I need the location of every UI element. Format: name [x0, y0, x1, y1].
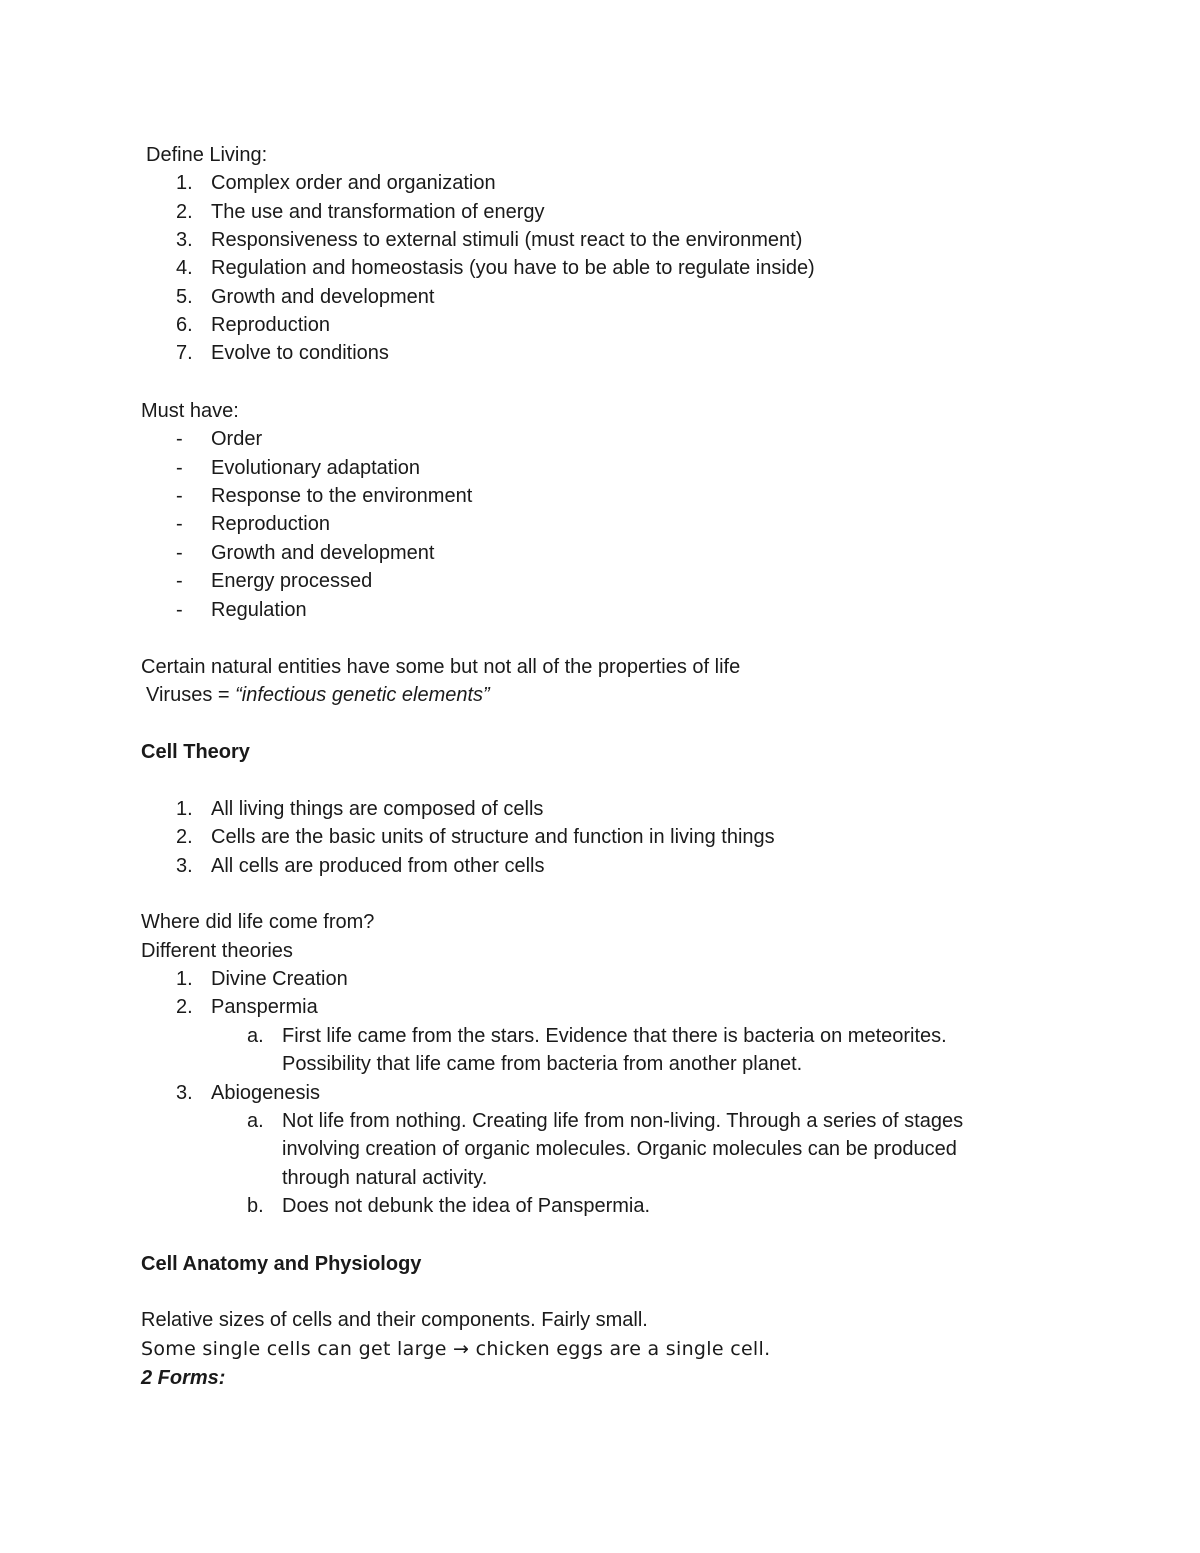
anatomy-text: Some single cells can get large → chicken eggs are a single cell.: [141, 1338, 771, 1360]
list-item: Evolve to conditions: [211, 342, 389, 364]
list-item: Cells are the basic units of structure and function in living things: [211, 826, 775, 848]
bullet-marker: -: [176, 599, 183, 621]
sublist-marker: b.: [247, 1195, 264, 1217]
origin-subtitle: Different theories: [141, 940, 293, 962]
list-item: The use and transformation of energy: [211, 201, 545, 223]
list-item: All cells are produced from other cells: [211, 855, 545, 877]
viruses-line: [146, 681, 490, 709]
list-item: Complex order and organization: [211, 172, 496, 194]
list-item: Divine Creation: [211, 968, 348, 990]
forms-label: 2 Forms:: [141, 1367, 226, 1389]
anatomy-text: Relative sizes of cells and their components. Fairly small.: [141, 1309, 648, 1331]
viruses-definition: “infectious genetic elements”: [235, 684, 490, 706]
list-item: Abiogenesis: [211, 1082, 320, 1104]
bullet-marker: -: [176, 428, 183, 450]
list-item: Responsiveness to external stimuli (must react to the environment): [211, 229, 803, 251]
entities-text: Certain natural entities have some but not all of the properties of life: [141, 656, 741, 678]
sublist-marker: a.: [247, 1025, 264, 1047]
bullet-marker: -: [176, 485, 183, 507]
sublist-item: Does not debunk the idea of Panspermia.: [282, 1195, 651, 1217]
list-marker: 6.: [176, 314, 193, 336]
bullet-marker: -: [176, 457, 183, 479]
bullet-marker: -: [176, 542, 183, 564]
list-item: Regulation: [211, 599, 307, 621]
list-item: Growth and development: [211, 542, 435, 564]
bullet-marker: -: [176, 513, 183, 535]
list-item: Reproduction: [211, 314, 330, 336]
list-marker: 3.: [176, 1082, 193, 1104]
sublist-marker: a.: [247, 1110, 264, 1132]
origin-question: Where did life come from?: [141, 911, 375, 933]
list-item: Evolutionary adaptation: [211, 457, 421, 479]
list-marker: 2.: [176, 996, 193, 1018]
define-living-label: Define Living:: [146, 144, 268, 166]
sublist-item: Not life from nothing. Creating life from non-living. Through a series of stages: [282, 1110, 964, 1132]
sublist-item: First life came from the stars. Evidence that there is bacteria on meteorites.: [282, 1025, 947, 1047]
list-marker: 3.: [176, 229, 193, 251]
sublist-item-continued: through natural activity.: [282, 1167, 488, 1189]
list-item: All living things are composed of cells: [211, 798, 544, 820]
list-marker: 4.: [176, 257, 193, 279]
sublist-item-continued: involving creation of organic molecules. Organic molecules can be produced: [282, 1138, 957, 1160]
must-have-label: Must have:: [141, 400, 239, 422]
cell-theory-heading: Cell Theory: [141, 741, 250, 763]
list-item: Panspermia: [211, 996, 318, 1018]
cell-anatomy-heading: Cell Anatomy and Physiology: [141, 1253, 422, 1275]
list-marker: 3.: [176, 855, 193, 877]
list-marker: 2.: [176, 826, 193, 848]
sublist-item-continued: Possibility that life came from bacteria from another planet.: [282, 1053, 803, 1075]
list-marker: 1.: [176, 798, 193, 820]
list-marker: 1.: [176, 968, 193, 990]
list-item: Growth and development: [211, 286, 435, 308]
list-item: Energy processed: [211, 570, 373, 592]
list-item: Response to the environment: [211, 485, 473, 507]
list-item: Reproduction: [211, 513, 330, 535]
viruses-prefix: Viruses =: [146, 684, 236, 706]
list-marker: 2.: [176, 201, 193, 223]
list-item: Regulation and homeostasis (you have to be able to regulate inside): [211, 257, 815, 279]
list-marker: 7.: [176, 342, 193, 364]
bullet-marker: -: [176, 570, 183, 592]
list-marker: 1.: [176, 172, 193, 194]
list-item: Order: [211, 428, 263, 450]
list-marker: 5.: [176, 286, 193, 308]
